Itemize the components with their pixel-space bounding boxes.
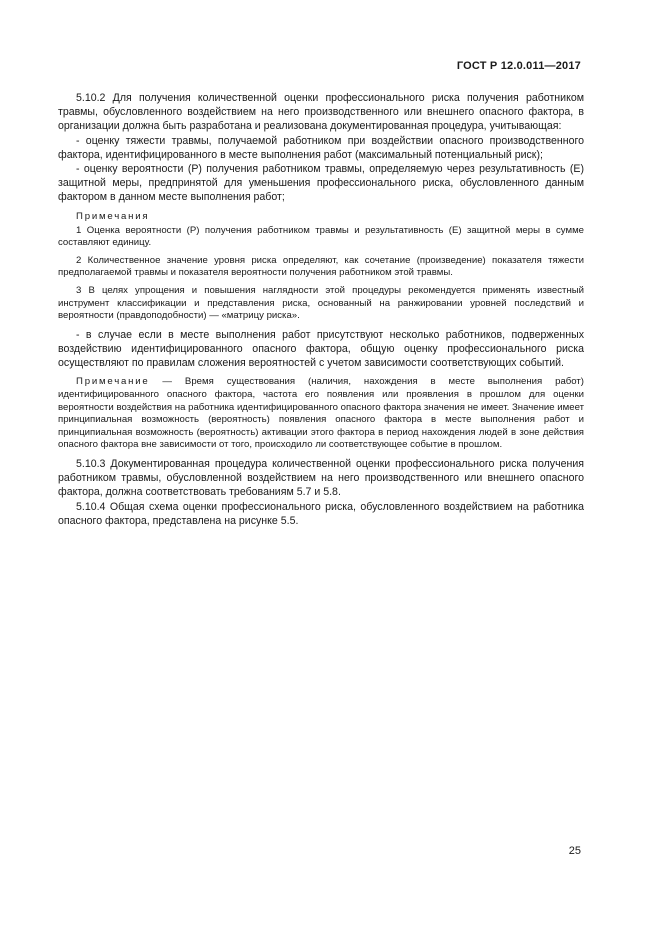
list-item-severity: - оценку тяжести травмы, получаемой работником при воздействии опасного производственного фактора, идентифицированного в месте выполнения работ (максимальный потенциальный риск); (58, 134, 584, 161)
document-designation: ГОСТ Р 12.0.011—2017 (456, 60, 581, 72)
note-single (58, 376, 584, 452)
paragraph-5-10-2: 5.10.2 Для получения количественной оценки профессионального риска получения работником травмы, обусловленного воздействием на него производственного или внешнего опасного фактора, в организации должна быть разработана и реализована документированная процедура, учитывающая: (58, 92, 584, 133)
page-content (58, 91, 584, 528)
note-text: — Время существования (наличия, нахождения в месте выполнения работ) идентифицированного опасного фактора, частота его появления или проявления в прошлом для оценки вероятности воздействия на работника идентифицированного опасного фактора значения не имеет. Значение имеет принципиальная возможность (вероятность) появления опасного фактора в месте выполнения работ и принципиальная возможность (вероятность) активации этого фактора в период нахождения людей в зоне действия опасного фактора вне зависимости от того, происходило ли соответствующее событие в прошлом. (58, 376, 584, 451)
note-1: 1 Оценка вероятности (Р) получения работником травмы и результативность (Е) защитной меры в сумме составляют единицу. (58, 224, 584, 249)
note-label: Примечание (76, 376, 150, 388)
paragraph-5-10-4: 5.10.4 Общая схема оценки профессионального риска, обусловленного воздействием на работника опасного фактора, представлена на рисунке 5.5. (58, 500, 584, 527)
list-item-probability: - оценку вероятности (Р) получения работником травмы, определяемую через результативность (Е) защитной меры, предпринятой для уменьшения профессионального риска, обусловленного данным фактором в данном месте выполнения работ; (58, 163, 584, 204)
note-2: 2 Количественное значение уровня риска определяют, как сочетание (произведение) показателя тяжести предполагаемой травмы и показателя вероятности получения работником этой травмы. (58, 254, 584, 279)
list-item-multiple-workers: - в случае если в месте выполнения работ присутствуют несколько работников, подверженных воздействию идентифицированного опасного фактора, общую оценку профессионального риска осуществляют по правилам сложения вероятностей с учетом зависимости соответствующих событий. (58, 328, 584, 370)
paragraph-5-10-3: 5.10.3 Документированная процедура количественной оценки профессионального риска получения работником травмы, обусловленной воздействием на него производственного или внешнего опасного фактора, должна соответствовать требованиям 5.7 и 5.8. (58, 457, 584, 499)
note-3: 3 В целях упрощения и повышения наглядности этой процедуры рекомендуется применять известный инструмент классификации и представления риска, основанный на ранжировании уровней последствий и вероятности (правдоподобности) — «матрицу риска». (58, 285, 584, 322)
notes-heading: Примечания (76, 210, 150, 222)
page-number: 25 (568, 845, 581, 857)
